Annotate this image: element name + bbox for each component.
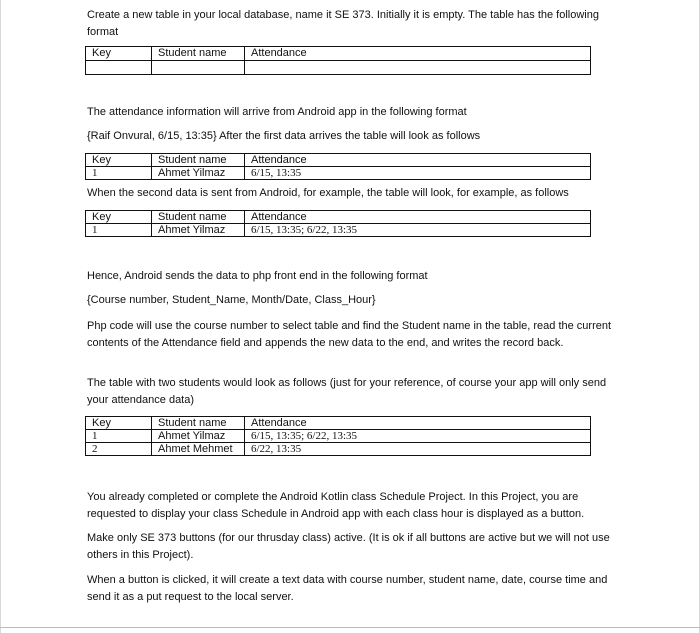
table-row (86, 61, 591, 75)
table-row (86, 443, 591, 456)
header-student-name: Student name (152, 417, 245, 430)
cell-key: 1 (86, 430, 152, 443)
format-intro-paragraph: The attendance information will arrive from Android app in the following format (87, 106, 467, 118)
header-key: Key (86, 154, 152, 167)
second-data-paragraph: When the second data is sent from Android, for example, the table will look, for example, as follows (87, 187, 569, 199)
page-bottom-divider (0, 627, 700, 628)
header-attendance: Attendance (245, 417, 591, 430)
table-row (86, 167, 591, 180)
table-after-second-data (85, 210, 591, 237)
header-attendance: Attendance (245, 211, 591, 224)
header-student-name: Student name (152, 211, 245, 224)
cell-student-name: Ahmet Yilmaz (152, 167, 245, 180)
cell-key: 1 (86, 224, 152, 237)
table-header-row (86, 47, 591, 61)
table-row (86, 430, 591, 443)
cell-student-name: Ahmet Mehmet (152, 443, 245, 456)
intro-paragraph: Create a new table in your local database, name it SE 373. Initially it is empty. The table has the following format (87, 9, 599, 38)
cell-attendance: 6/15, 13:35 (245, 167, 591, 180)
table-header-row (86, 417, 591, 430)
cell-key: 2 (86, 443, 152, 456)
page-left-edge (0, 0, 1, 633)
cell-student-name: Ahmet Yilmaz (152, 224, 245, 237)
header-student-name: Student name (152, 154, 245, 167)
header-attendance: Attendance (245, 154, 591, 167)
empty-table-format (85, 46, 591, 75)
header-key: Key (86, 211, 152, 224)
php-logic-paragraph: Php code will use the course number to select table and find the Student name in the table, read the current contents of the Attendance field and appends the new data to the end, and writes the record back. (87, 320, 612, 349)
table-header-row (86, 211, 591, 224)
cell-student-name: Ahmet Yilmaz (152, 430, 245, 443)
table-after-first-data (85, 153, 591, 180)
header-student-name: Student name (152, 47, 245, 61)
php-format-paragraph: Hence, Android sends the data to php front end in the following format (87, 270, 428, 282)
two-students-paragraph: The table with two students would look as follows (just for your reference, of course your app will only send your attendance data) (87, 377, 607, 406)
cell-key: 1 (86, 167, 152, 180)
table-row (86, 224, 591, 237)
schedule-project-paragraph: You already completed or complete the Android Kotlin class Schedule Project. In this Project, you are requested to display your class Schedule in Android app with each class hour is displayed as a button. (87, 491, 585, 520)
table-header-row (86, 154, 591, 167)
button-click-paragraph: When a button is clicked, it will create a text data with course number, student name, date, course time and send it as a put request to the local server. (87, 574, 608, 603)
data-format-paragraph: {Course number, Student_Name, Month/Date, Class_Hour} (87, 294, 376, 306)
table-two-students (85, 416, 591, 456)
header-attendance: Attendance (245, 47, 591, 61)
cell-attendance: 6/15, 13:35; 6/22, 13:35 (245, 224, 591, 237)
header-key: Key (86, 417, 152, 430)
buttons-active-paragraph: Make only SE 373 buttons (for our thrusday class) active. (It is ok if all buttons are active but we will not use others in this Project). (87, 532, 610, 561)
header-key: Key (86, 47, 152, 61)
first-data-paragraph: {Raif Onvural, 6/15, 13:35} After the first data arrives the table will look as follows (87, 130, 481, 142)
cell-attendance: 6/22, 13:35 (245, 443, 591, 456)
cell-attendance: 6/15, 13:35; 6/22, 13:35 (245, 430, 591, 443)
